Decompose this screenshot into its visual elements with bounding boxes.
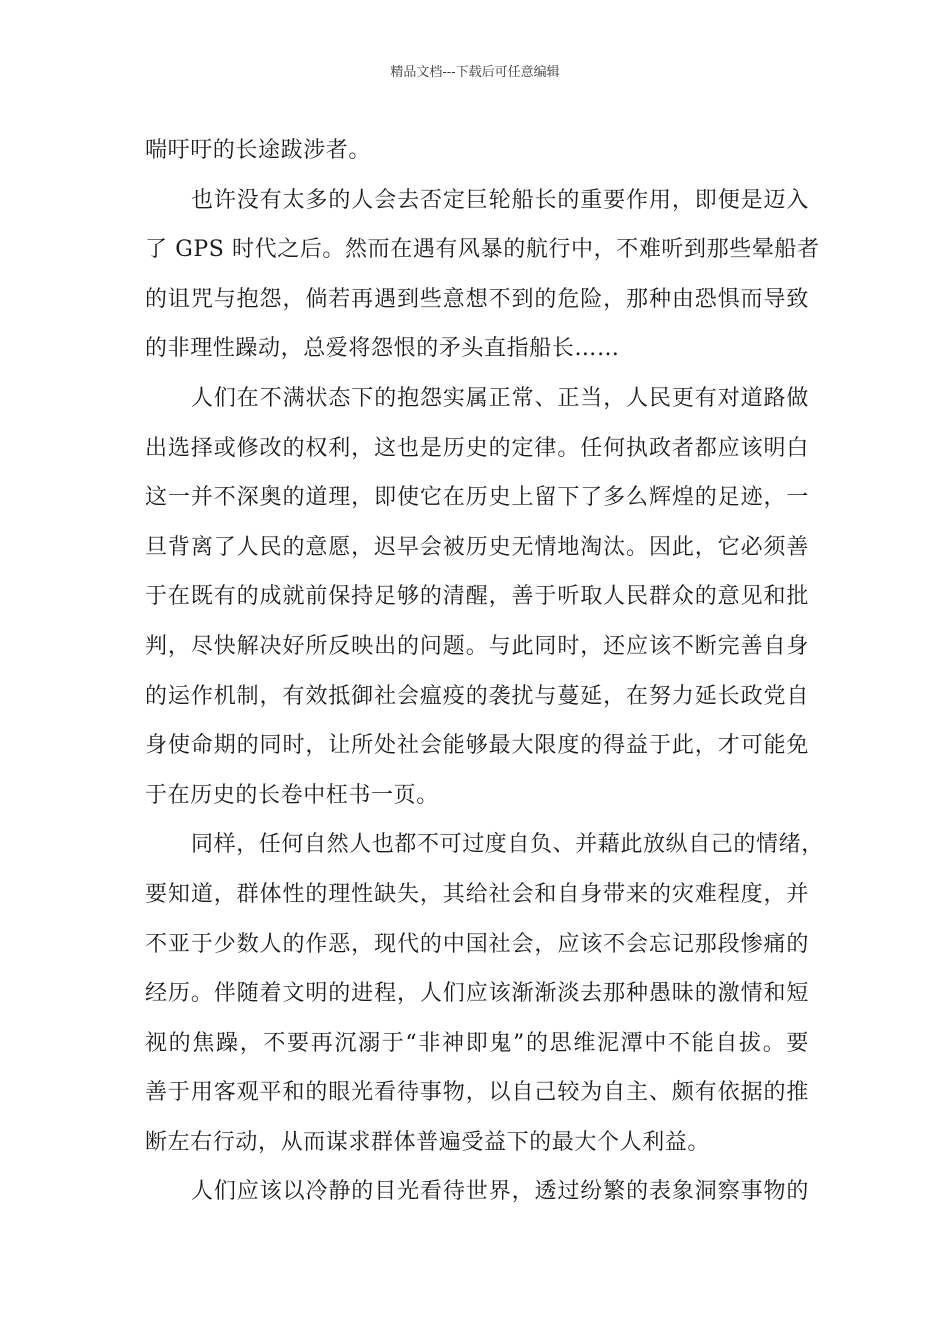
text-line: 不亚于少数人的作恶，现代的中国社会，应该不会忘记那段惨痛的 [145,931,809,957]
paragraph [145,374,809,820]
text-line: 断左右行动，从而谋求群体普遍受益下的最大个人利益。 [145,1129,711,1155]
paragraph [145,820,824,1167]
paragraph [145,1167,809,1217]
text-line: 要知道，群体性的理性缺失，其给社会和自身带来的灾难程度，并 [145,881,809,907]
text-line: 身使命期的同时，让所处社会能够最大限度的得益于此，才可能免 [145,733,809,759]
text-line: 旦背离了人民的意愿，迟早会被历史无情地淘汰。因此，它必须善 [145,534,809,560]
paragraph [145,126,809,176]
text-line: 视的焦躁，不要再沉溺于“非神即鬼”的思维泥潭中不能自拔。要 [145,1030,809,1056]
text-line: 判，尽快解决好所反映出的问题。与此同时，还应该不断完善自身 [145,633,809,659]
text-line: 也许没有太多的人会去否定巨轮船长的重要作用，即便是迈入 [191,187,809,213]
text-line: 的非理性躁动，总爱将怨恨的矛头直指船长…… [145,336,620,362]
text-line: 喘吁吁的长途跋涉者。 [145,138,372,163]
text-line: 这一并不深奥的道理，即使它在历史上留下了多么辉煌的足迹，一 [145,485,809,511]
paragraph [145,176,820,374]
text-line: 人们应该以冷静的目光看待世界，透过纷繁的表象洞察事物的 [191,1179,809,1205]
text-line: 的诅咒与抱怨，倘若再遇到些意想不到的危险，那种由恐惧而导致 [145,286,809,312]
text-line: 了 GPS 时代之后。然而在遇有风暴的航行中，不难听到那些晕船者 [145,237,820,263]
page-header: 精品文档---下载后可任意编辑 [390,65,560,80]
text-line: 人们在不满状态下的抱怨实属正常、正当，人民更有对道路做 [191,385,809,411]
text-line: 于在既有的成就前保持足够的清醒，善于听取人民群众的意见和批 [145,584,809,610]
text-line: 经历。伴随着文明的进程，人们应该渐渐淡去那种愚昧的激情和短 [145,981,809,1007]
text-line: 出选择或修改的权利，这也是历史的定律。任何执政者都应该明白 [145,435,809,461]
document-body [145,126,824,1217]
text-line: 同样，任何自然人也都不可过度自负、并藉此放纵自己的情绪， [191,832,824,858]
text-line: 于在历史的长卷中枉书一页。 [145,782,439,808]
text-line: 的运作机制，有效抵御社会瘟疫的袭扰与蔓延，在努力延长政党自 [145,683,809,709]
text-line: 善于用客观平和的眼光看待事物，以自己较为自主、颇有依据的推 [145,1080,809,1106]
